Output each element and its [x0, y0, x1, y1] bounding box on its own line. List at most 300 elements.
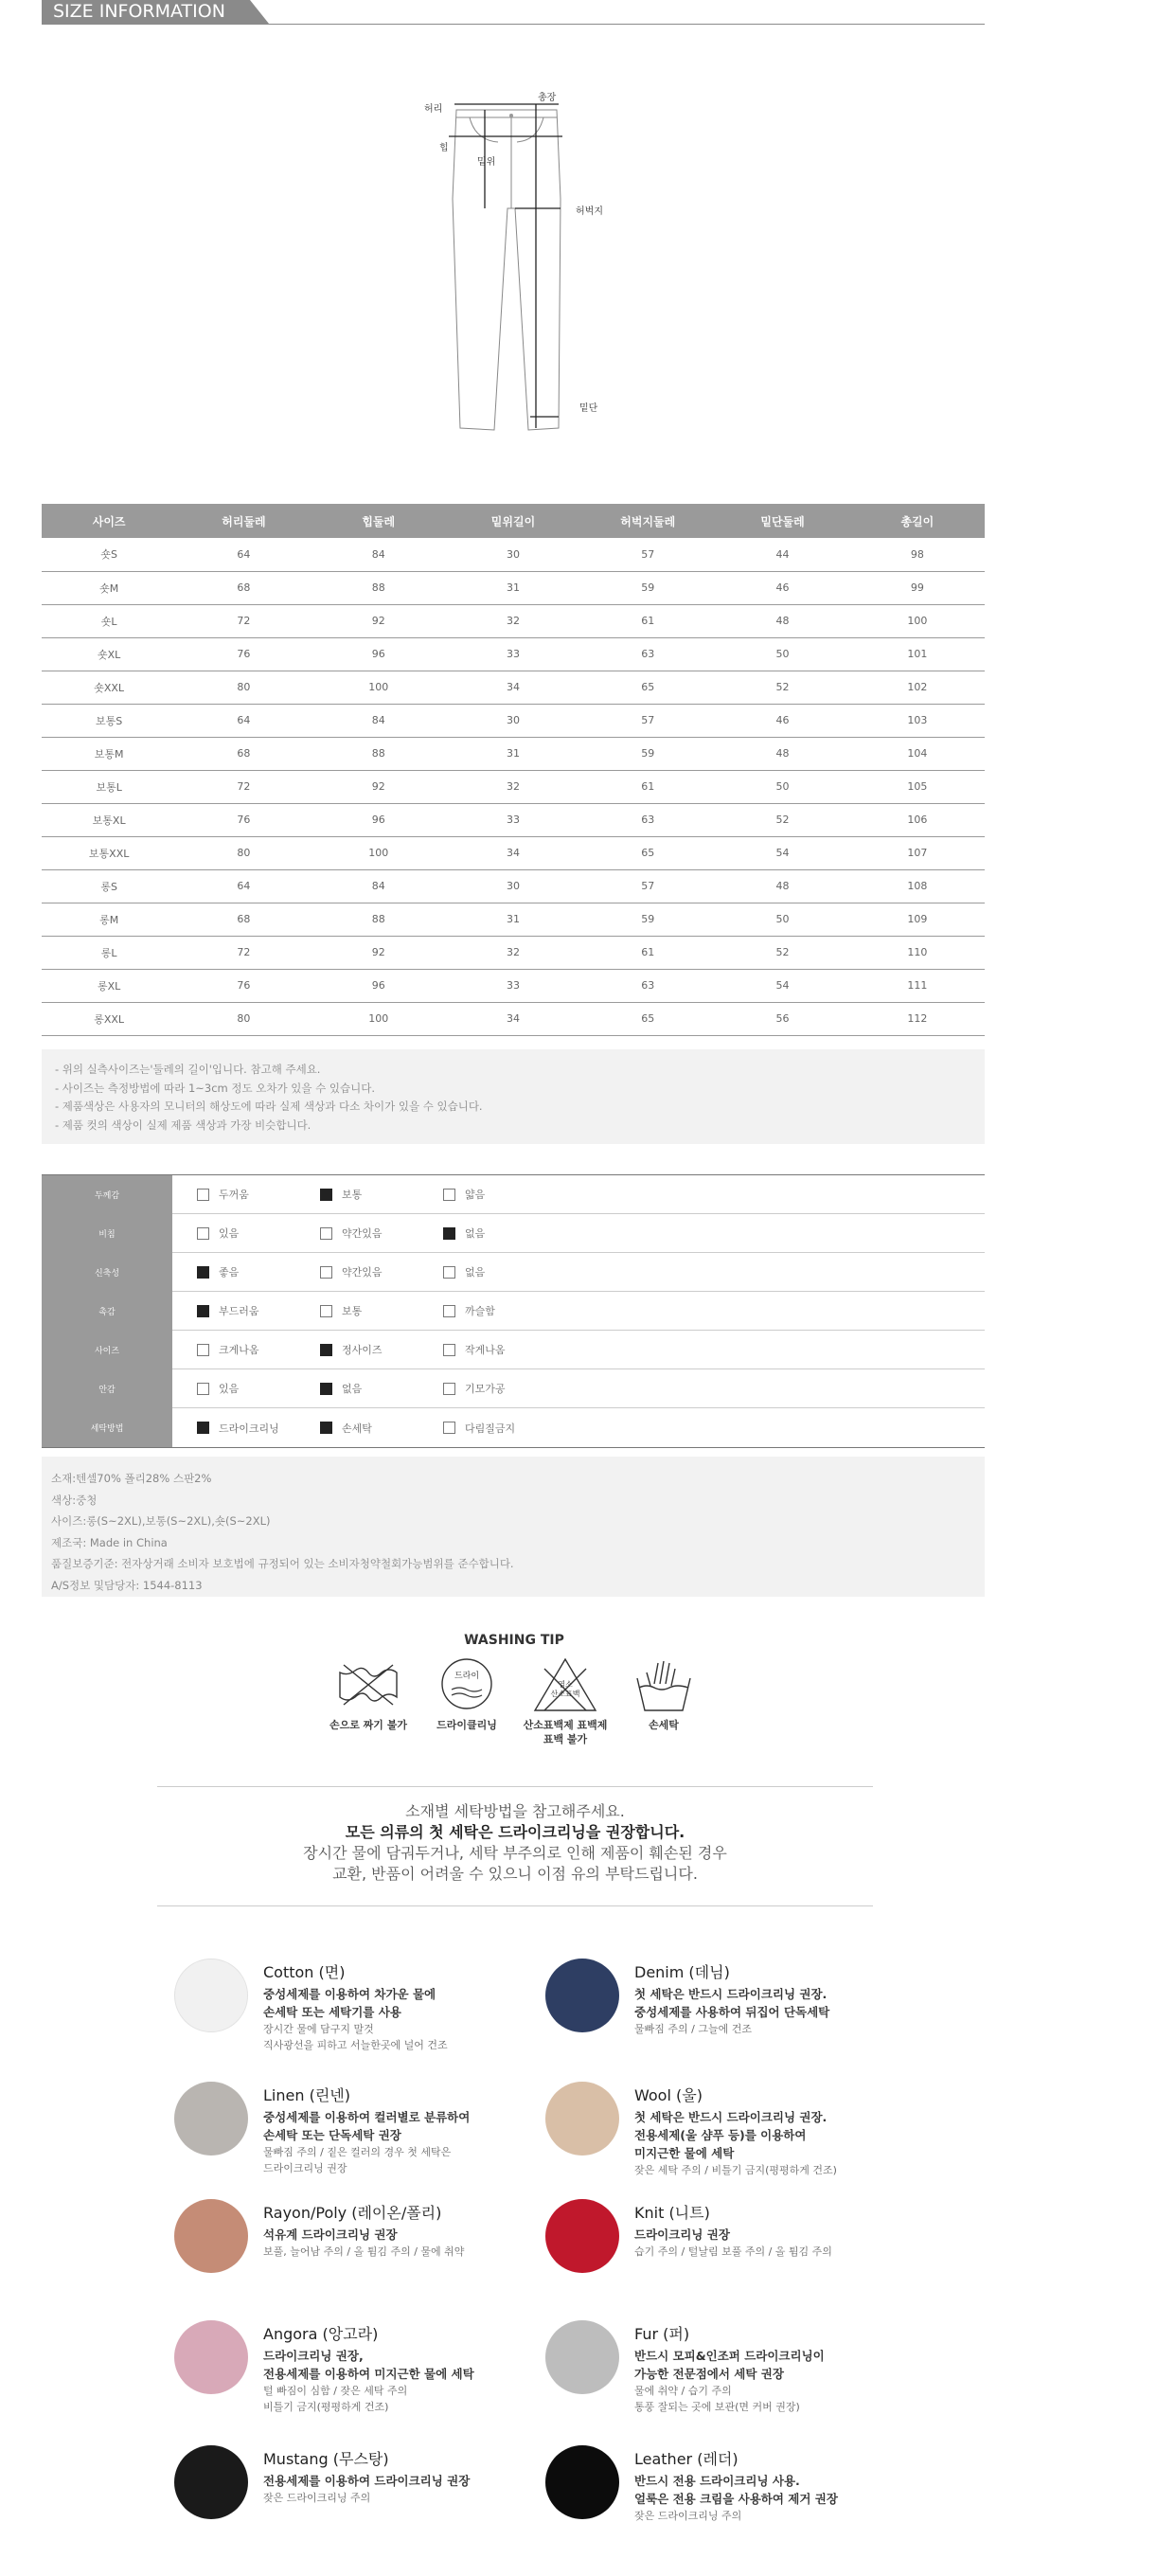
- checked-box-icon: [320, 1422, 332, 1434]
- fabric-feature-table: [42, 1174, 985, 1448]
- feature-label: 세탁방법: [42, 1408, 172, 1447]
- feature-option: [172, 1421, 295, 1436]
- size-row: [42, 903, 985, 936]
- fabric-item: [174, 2082, 581, 2186]
- size-value-cell: 50: [715, 903, 849, 936]
- size-row: [42, 704, 985, 737]
- size-value-cell: 100: [850, 604, 985, 637]
- size-value-cell: 52: [715, 671, 849, 704]
- size-value-cell: 107: [850, 836, 985, 869]
- size-value-cell: 98: [850, 538, 985, 571]
- feature-option-label: 얇음: [465, 1189, 486, 1201]
- unchecked-box-icon: [443, 1189, 455, 1201]
- size-notes: [42, 1049, 985, 1144]
- fabric-care-note: 물빠짐 주의 / 그늘에 건조: [634, 2023, 752, 2035]
- feature-option: [295, 1303, 418, 1318]
- feature-option: [418, 1342, 542, 1357]
- feature-option: [295, 1342, 418, 1357]
- care-intro: [157, 1801, 873, 1885]
- feature-option-label: 보통: [342, 1189, 363, 1201]
- fabric-care-main: 중성세제를 이용하여 차가운 물에 손세탁 또는 세탁기를 사용: [263, 1987, 436, 2019]
- size-value-cell: 80: [176, 836, 311, 869]
- divider: [157, 1905, 873, 1906]
- size-value-cell: 100: [312, 836, 446, 869]
- feature-option-label: 약간있음: [342, 1227, 383, 1240]
- fabric-swatch: [545, 1959, 619, 2032]
- size-label-cell: 롱M: [42, 903, 176, 936]
- size-value-cell: 63: [580, 637, 715, 671]
- size-value-cell: 32: [446, 770, 580, 803]
- size-value-cell: 59: [580, 737, 715, 770]
- feature-option-label: 있음: [219, 1383, 240, 1395]
- size-value-cell: 34: [446, 836, 580, 869]
- size-value-cell: 76: [176, 969, 311, 1002]
- size-value-cell: 31: [446, 571, 580, 604]
- size-value-cell: 32: [446, 936, 580, 969]
- size-value-cell: 30: [446, 869, 580, 903]
- fabric-swatch: [174, 1959, 248, 2032]
- size-label-cell: 숏S: [42, 538, 176, 571]
- size-value-cell: 63: [580, 803, 715, 836]
- feature-option-label: 손세탁: [342, 1422, 372, 1435]
- feature-option: [172, 1303, 295, 1318]
- feature-option-label: 없음: [465, 1266, 486, 1279]
- fabric-item: [174, 2445, 581, 2549]
- size-value-cell: 64: [176, 538, 311, 571]
- size-value-cell: 84: [312, 704, 446, 737]
- size-value-cell: 59: [580, 903, 715, 936]
- fabric-care-main: 드라이크리닝 권장: [634, 2227, 730, 2242]
- note-line: - 제품색상은 사용자의 모니터의 해상도에 따라 실제 색상과 다소 차이가 있을 수 있습니다.: [55, 1100, 483, 1113]
- unchecked-box-icon: [443, 1305, 455, 1317]
- size-value-cell: 61: [580, 770, 715, 803]
- fabric-care-note: 털 빠짐이 심함 / 잦은 세탁 주의 비틀기 금지(평평하게 건조): [263, 2385, 408, 2413]
- fabric-name: Fur (퍼): [634, 2325, 690, 2343]
- size-value-cell: 33: [446, 803, 580, 836]
- col-header: 허벅지둘레: [580, 504, 715, 538]
- col-header: 힙둘레: [312, 504, 446, 538]
- dry-clean-icon: [433, 1655, 501, 1714]
- feature-option-label: 정사이즈: [342, 1344, 383, 1356]
- size-value-cell: 64: [176, 869, 311, 903]
- wash-item-hand-wash: [612, 1655, 716, 1732]
- feature-option: [418, 1264, 542, 1279]
- note-line: - 위의 실측사이즈는'둘레의 길이'입니다. 참고해 주세요.: [55, 1063, 321, 1076]
- size-label-cell: 롱XXL: [42, 1002, 176, 1035]
- size-value-cell: 103: [850, 704, 985, 737]
- unchecked-box-icon: [197, 1344, 209, 1356]
- unchecked-box-icon: [320, 1227, 332, 1240]
- fabric-care: [634, 2108, 956, 2178]
- size-value-cell: 100: [312, 671, 446, 704]
- fabric-care-note: 보풀, 늘어남 주의 / 올 튐김 주의 / 물에 취약: [263, 2245, 465, 2258]
- size-label-cell: 롱XL: [42, 969, 176, 1002]
- fabric-swatch: [174, 2082, 248, 2156]
- size-value-cell: 48: [715, 604, 849, 637]
- feature-label: 안감: [42, 1369, 172, 1408]
- col-header: 밑위길이: [446, 504, 580, 538]
- checked-box-icon: [320, 1189, 332, 1201]
- fabric-item: [174, 2320, 581, 2424]
- feature-option: [172, 1342, 295, 1357]
- size-row: [42, 604, 985, 637]
- size-value-cell: 92: [312, 604, 446, 637]
- size-value-cell: 106: [850, 803, 985, 836]
- info-color: 색상:중청: [51, 1493, 98, 1507]
- feature-option-label: 있음: [219, 1227, 240, 1240]
- fabric-item: [174, 2199, 581, 2303]
- size-value-cell: 72: [176, 604, 311, 637]
- dry-clean-icon-text: 드라이: [454, 1672, 480, 1681]
- feature-row: [42, 1253, 985, 1292]
- fabric-care: [263, 2347, 585, 2415]
- size-value-cell: 30: [446, 704, 580, 737]
- size-value-cell: 50: [715, 637, 849, 671]
- size-value-cell: 72: [176, 936, 311, 969]
- fabric-care: [263, 2108, 585, 2176]
- intro-line-emphasis: 모든 의류의 첫 세탁은 드라이크리닝을 권장합니다.: [345, 1823, 685, 1841]
- intro-line: 교환, 반품이 어려울 수 있으니 이점 유의 부탁드립니다.: [332, 1865, 698, 1883]
- fabric-care-main: 드라이크리닝 권장, 전용세제를 이용하여 미지근한 물에 세탁: [263, 2349, 474, 2381]
- no-wring-icon: [334, 1655, 402, 1714]
- size-value-cell: 80: [176, 671, 311, 704]
- size-value-cell: 64: [176, 704, 311, 737]
- size-row: [42, 869, 985, 903]
- feature-row: [42, 1369, 985, 1408]
- info-material: 소재:텐셀70% 폴리28% 스판2%: [51, 1472, 212, 1485]
- size-row: [42, 637, 985, 671]
- fabric-care-note: 물에 취약 / 습기 주의 통풍 잘되는 곳에 보관(면 커버 권장): [634, 2385, 800, 2413]
- size-value-cell: 65: [580, 1002, 715, 1035]
- wash-caption: 드라이클리닝: [436, 1719, 497, 1731]
- feature-option-label: 기모가공: [465, 1383, 506, 1395]
- size-row: [42, 936, 985, 969]
- fabric-name: Rayon/Poly (레이온/폴리): [263, 2204, 442, 2222]
- size-value-cell: 101: [850, 637, 985, 671]
- size-value-cell: 61: [580, 604, 715, 637]
- fabric-item: [545, 2320, 952, 2424]
- size-value-cell: 54: [715, 969, 849, 1002]
- size-value-cell: 76: [176, 637, 311, 671]
- feature-option-label: 부드러움: [219, 1305, 259, 1317]
- feature-row: [42, 1292, 985, 1331]
- size-value-cell: 44: [715, 538, 849, 571]
- fabric-care-note: 습기 주의 / 털날림 보풀 주의 / 올 튐김 주의: [634, 2245, 832, 2258]
- fabric-care: [263, 1985, 585, 2053]
- intro-line: 소재별 세탁방법을 참고해주세요.: [405, 1802, 625, 1820]
- size-value-cell: 96: [312, 969, 446, 1002]
- size-value-cell: 105: [850, 770, 985, 803]
- size-value-cell: 88: [312, 903, 446, 936]
- fabric-care: [263, 2472, 585, 2506]
- feature-option: [172, 1381, 295, 1396]
- feature-row: [42, 1214, 985, 1253]
- size-value-cell: 52: [715, 936, 849, 969]
- checked-box-icon: [197, 1305, 209, 1317]
- unchecked-box-icon: [443, 1422, 455, 1434]
- feature-option-label: 드라이크리닝: [219, 1422, 279, 1435]
- fabric-care-note: 잦은 세탁 주의 / 비틀기 금지(평평하게 건조): [634, 2164, 837, 2176]
- size-value-cell: 56: [715, 1002, 849, 1035]
- feature-row: [42, 1175, 985, 1214]
- size-info-title: SIZE INFORMATION: [42, 0, 250, 24]
- fabric-name: Cotton (면): [263, 1963, 346, 1981]
- size-info-header: [42, 0, 985, 25]
- diagram-label-thigh: 허벅지: [576, 206, 603, 217]
- fabric-swatch: [545, 2199, 619, 2273]
- size-row: [42, 538, 985, 571]
- feature-option-label: 다림질금지: [465, 1422, 516, 1435]
- no-bleach-icon-text: 염소 산소표백: [550, 1680, 580, 1698]
- size-value-cell: 80: [176, 1002, 311, 1035]
- feature-option: [295, 1187, 418, 1202]
- wash-caption: 손세탁: [649, 1719, 679, 1731]
- size-label-cell: 숏L: [42, 604, 176, 637]
- feature-option: [295, 1381, 418, 1396]
- size-value-cell: 76: [176, 803, 311, 836]
- fabric-swatch: [545, 2082, 619, 2156]
- size-value-cell: 110: [850, 936, 985, 969]
- diagram-label-rise: 밑위: [477, 157, 496, 168]
- size-value-cell: 65: [580, 836, 715, 869]
- fabric-care: [634, 2472, 956, 2524]
- fabric-care-note: 잦은 드라이크리닝 주의: [634, 2510, 742, 2522]
- size-label-cell: 보통XL: [42, 803, 176, 836]
- size-value-cell: 34: [446, 1002, 580, 1035]
- size-value-cell: 88: [312, 571, 446, 604]
- product-info: [42, 1457, 985, 1597]
- size-value-cell: 96: [312, 637, 446, 671]
- unchecked-box-icon: [197, 1227, 209, 1240]
- unchecked-box-icon: [443, 1344, 455, 1356]
- fabric-swatch: [545, 2445, 619, 2519]
- fabric-care-main: 첫 세탁은 반드시 드라이크리닝 권장. 중성세제를 사용하여 뒤집어 단독세탁: [634, 1987, 830, 2019]
- feature-option: [295, 1264, 418, 1279]
- fabric-name: Linen (린넨): [263, 2086, 350, 2104]
- fabric-care: [634, 2226, 956, 2260]
- size-value-cell: 72: [176, 770, 311, 803]
- feature-option: [418, 1381, 542, 1396]
- size-value-cell: 104: [850, 737, 985, 770]
- size-value-cell: 92: [312, 770, 446, 803]
- size-value-cell: 46: [715, 704, 849, 737]
- pants-outline-icon: [417, 76, 625, 455]
- size-label-cell: 보통S: [42, 704, 176, 737]
- size-row: [42, 836, 985, 869]
- feature-label: 두께감: [42, 1175, 172, 1214]
- size-label-cell: 보통XXL: [42, 836, 176, 869]
- wash-caption: 손으로 짜기 불가: [329, 1719, 408, 1731]
- feature-option-label: 크게나옴: [219, 1344, 259, 1356]
- diagram-label-total-length: 총장: [538, 93, 557, 103]
- fabric-care-note: 장시간 물에 담구지 말것 직사광선을 피하고 서늘한곳에 널어 건조: [263, 2023, 448, 2051]
- fabric-item: [545, 1959, 952, 2063]
- checked-box-icon: [197, 1422, 209, 1434]
- unchecked-box-icon: [197, 1383, 209, 1395]
- feature-label: 촉감: [42, 1292, 172, 1331]
- fabric-swatch: [545, 2320, 619, 2394]
- size-row: [42, 969, 985, 1002]
- fabric-swatch: [174, 2320, 248, 2394]
- size-value-cell: 52: [715, 803, 849, 836]
- size-value-cell: 100: [312, 1002, 446, 1035]
- washing-tip-title: WASHING TIP: [464, 1633, 564, 1648]
- diagram-label-hem: 밑단: [579, 403, 598, 414]
- feature-option: [295, 1421, 418, 1436]
- size-label-cell: 숏XL: [42, 637, 176, 671]
- size-value-cell: 111: [850, 969, 985, 1002]
- col-header: 허리둘레: [176, 504, 311, 538]
- size-value-cell: 48: [715, 869, 849, 903]
- checked-box-icon: [443, 1227, 455, 1240]
- feature-option-label: 작게나옴: [465, 1344, 506, 1356]
- info-quality: 품질보증기준: 전자상거래 소비자 보호법에 규정되어 있는 소비자청약철회가능범위를 준수합니다.: [51, 1557, 514, 1570]
- feature-option: [172, 1187, 295, 1202]
- feature-option: [295, 1225, 418, 1241]
- size-table: [42, 504, 985, 1036]
- fabric-item: [174, 1959, 581, 2063]
- size-value-cell: 68: [176, 737, 311, 770]
- size-value-cell: 61: [580, 936, 715, 969]
- fabric-name: Angora (앙고라): [263, 2325, 379, 2343]
- size-row: [42, 770, 985, 803]
- size-value-cell: 68: [176, 571, 311, 604]
- size-row: [42, 571, 985, 604]
- fabric-care-main: 반드시 모피&인조퍼 드라이크리닝이 가능한 전문점에서 세탁 권장: [634, 2349, 825, 2381]
- feature-option-label: 약간있음: [342, 1266, 383, 1279]
- size-value-cell: 84: [312, 869, 446, 903]
- size-label-cell: 롱S: [42, 869, 176, 903]
- feature-option-label: 없음: [465, 1227, 486, 1240]
- size-value-cell: 99: [850, 571, 985, 604]
- size-value-cell: 65: [580, 671, 715, 704]
- fabric-care-note: 물빠짐 주의 / 짙은 컬러의 경우 첫 세탁은 드라이크리닝 권장: [263, 2146, 452, 2174]
- feature-label: 신축성: [42, 1253, 172, 1292]
- fabric-care-note: 잦은 드라이크리닝 주의: [263, 2492, 371, 2504]
- size-value-cell: 88: [312, 737, 446, 770]
- size-value-cell: 57: [580, 869, 715, 903]
- size-value-cell: 108: [850, 869, 985, 903]
- size-row: [42, 803, 985, 836]
- info-as: A/S정보 및담당자: 1544-8113: [51, 1578, 203, 1592]
- size-value-cell: 31: [446, 903, 580, 936]
- size-value-cell: 50: [715, 770, 849, 803]
- feature-option-label: 없음: [342, 1383, 363, 1395]
- checked-box-icon: [197, 1266, 209, 1279]
- divider: [157, 1786, 873, 1787]
- fabric-item: [545, 2082, 952, 2186]
- size-value-cell: 57: [580, 538, 715, 571]
- size-value-cell: 92: [312, 936, 446, 969]
- size-label-cell: 보통L: [42, 770, 176, 803]
- fabric-name: Leather (레더): [634, 2450, 739, 2468]
- feature-option: [418, 1187, 542, 1202]
- wash-item-dry-clean: [415, 1655, 519, 1732]
- size-value-cell: 59: [580, 571, 715, 604]
- checked-box-icon: [320, 1383, 332, 1395]
- size-value-cell: 48: [715, 737, 849, 770]
- fabric-item: [545, 2199, 952, 2303]
- col-header: 밑단둘레: [715, 504, 849, 538]
- fabric-care: [634, 2347, 956, 2415]
- feature-option: [418, 1303, 542, 1318]
- size-row: [42, 1002, 985, 1035]
- size-table-header-row: [42, 504, 985, 538]
- feature-option-label: 좋음: [219, 1266, 240, 1279]
- size-value-cell: 30: [446, 538, 580, 571]
- feature-row: [42, 1331, 985, 1369]
- size-value-cell: 109: [850, 903, 985, 936]
- size-label-cell: 보통M: [42, 737, 176, 770]
- checked-box-icon: [320, 1344, 332, 1356]
- col-header: 총길이: [850, 504, 985, 538]
- size-value-cell: 32: [446, 604, 580, 637]
- feature-option: [172, 1264, 295, 1279]
- feature-row: [42, 1408, 985, 1447]
- unchecked-box-icon: [320, 1305, 332, 1317]
- intro-line: 장시간 물에 담궈두거나, 세탁 부주의로 인해 제품이 훼손된 경우: [303, 1844, 727, 1862]
- wash-item-no-bleach: [513, 1655, 617, 1746]
- feature-label: 사이즈: [42, 1331, 172, 1369]
- size-label-cell: 숏XXL: [42, 671, 176, 704]
- unchecked-box-icon: [320, 1266, 332, 1279]
- pants-measurement-diagram: [417, 76, 625, 455]
- fabric-care-main: 첫 세탁은 반드시 드라이크리닝 권장. 전용세제(울 샴푸 등)를 이용하여 미지근한 물에 세탁: [634, 2110, 828, 2160]
- note-line: - 사이즈는 측정방법에 따라 1~3cm 정도 오차가 있을 수 있습니다.: [55, 1081, 376, 1095]
- size-row: [42, 671, 985, 704]
- fabric-swatch: [174, 2445, 248, 2519]
- unchecked-box-icon: [443, 1383, 455, 1395]
- hand-wash-icon: [630, 1655, 698, 1714]
- size-value-cell: 102: [850, 671, 985, 704]
- size-value-cell: 34: [446, 671, 580, 704]
- feature-option: [172, 1225, 295, 1241]
- diagram-label-hip: 힙: [439, 143, 449, 153]
- fabric-name: Mustang (무스탕): [263, 2450, 389, 2468]
- feature-option: [418, 1225, 542, 1241]
- fabric-care-main: 석유계 드라이크리닝 권장: [263, 2227, 398, 2242]
- diagram-label-waist: 허리: [424, 104, 443, 115]
- size-value-cell: 57: [580, 704, 715, 737]
- size-value-cell: 33: [446, 969, 580, 1002]
- fabric-care: [263, 2226, 585, 2260]
- size-value-cell: 68: [176, 903, 311, 936]
- size-value-cell: 33: [446, 637, 580, 671]
- size-row: [42, 737, 985, 770]
- fabric-item: [545, 2445, 952, 2549]
- size-value-cell: 31: [446, 737, 580, 770]
- feature-label: 비침: [42, 1214, 172, 1253]
- info-origin: 제조국: Made in China: [51, 1535, 168, 1549]
- fabric-care-main: 반드시 전용 드라이크리닝 사용. 얼룩은 전용 크림을 사용하여 제거 권장: [634, 2474, 838, 2506]
- unchecked-box-icon: [443, 1266, 455, 1279]
- wash-item-no-wring: [316, 1655, 420, 1732]
- size-value-cell: 112: [850, 1002, 985, 1035]
- unchecked-box-icon: [197, 1189, 209, 1201]
- size-value-cell: 63: [580, 969, 715, 1002]
- fabric-name: Denim (데님): [634, 1963, 730, 1981]
- size-value-cell: 84: [312, 538, 446, 571]
- note-line: - 제품 컷의 색상이 실제 제품 색상과 가장 비슷합니다.: [55, 1118, 312, 1132]
- col-header: 사이즈: [42, 504, 176, 538]
- size-value-cell: 54: [715, 836, 849, 869]
- fabric-swatch: [174, 2199, 248, 2273]
- feature-option-label: 까슬함: [465, 1305, 495, 1317]
- feature-option: [418, 1421, 542, 1436]
- size-value-cell: 46: [715, 571, 849, 604]
- size-label-cell: 숏M: [42, 571, 176, 604]
- fabric-care: [634, 1985, 956, 2037]
